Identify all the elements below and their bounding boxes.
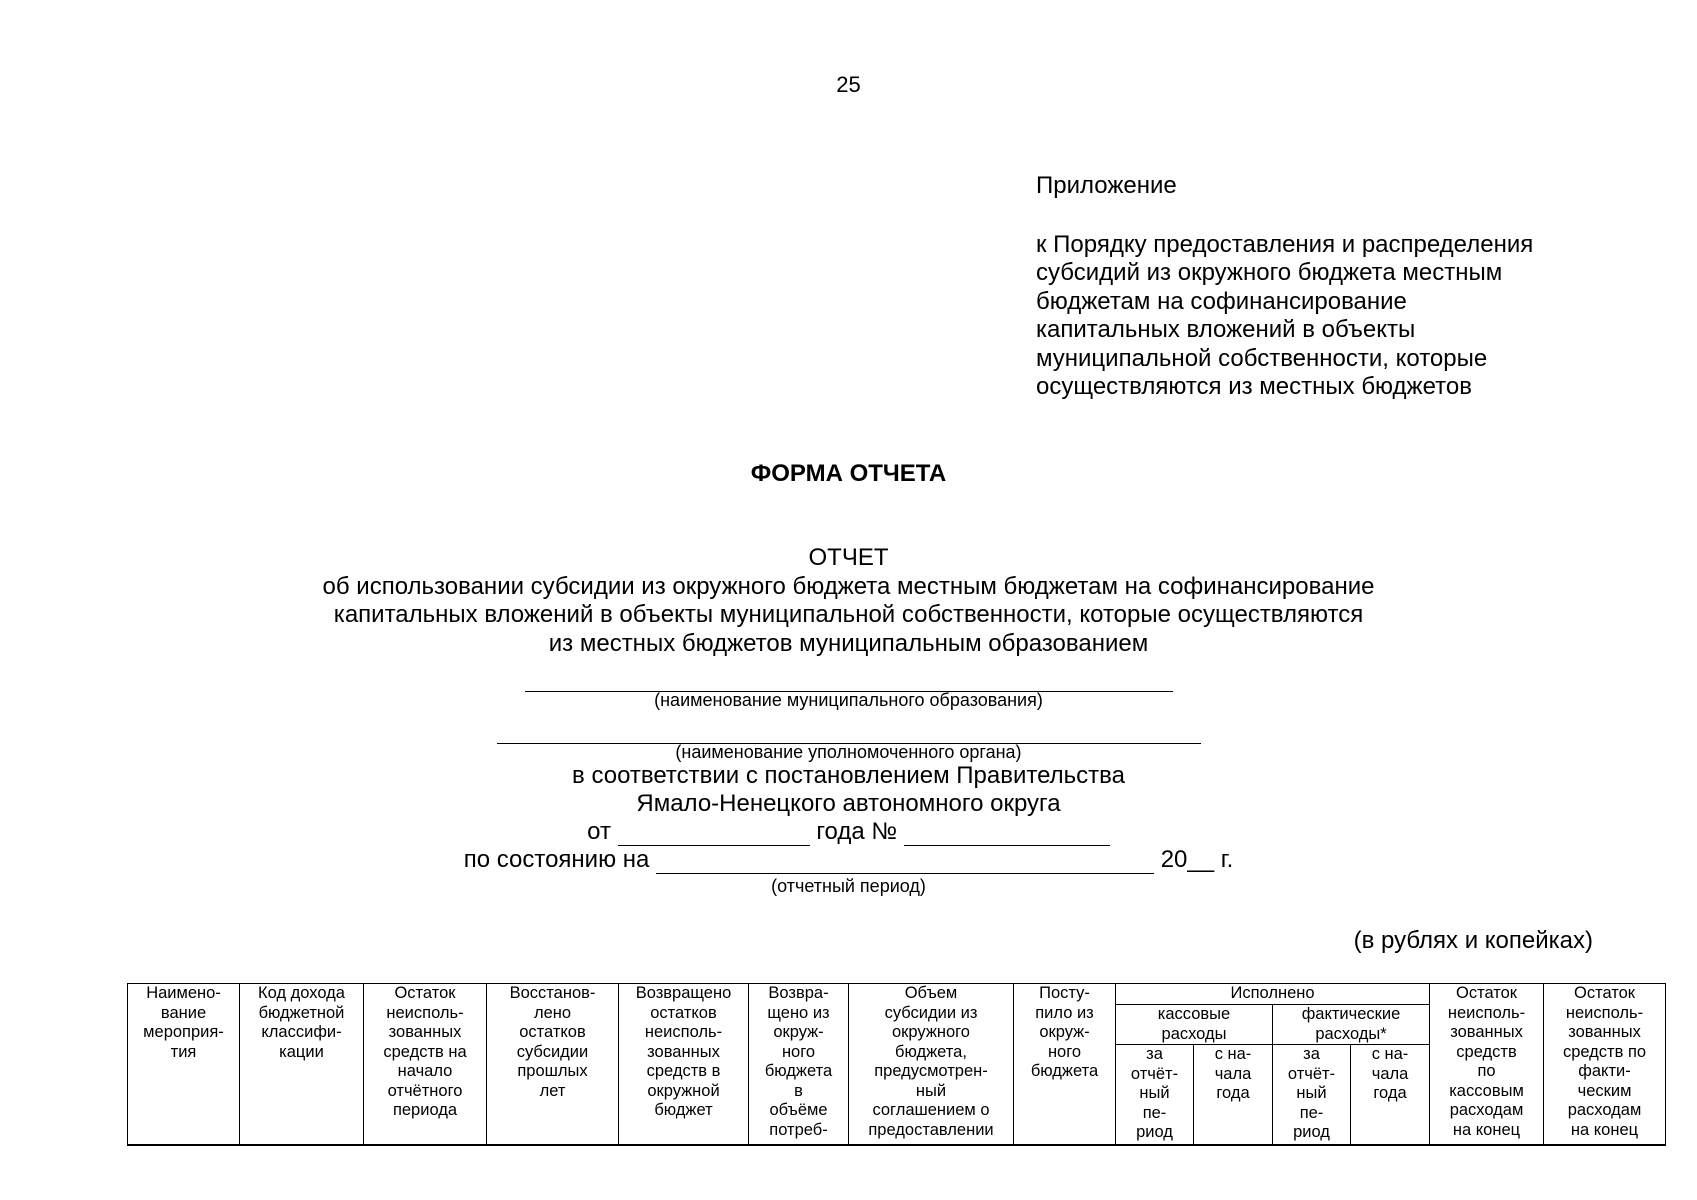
col-subsidy-volume: Объем субсидии из окружного бюджета, предусмотрен- ный соглашением о предоставлении [849, 984, 1014, 1146]
appendix-line: к Порядку предоставления и распределения [1036, 230, 1534, 258]
col-returned-from-budget: Возвра- щено из окруж- ного бюджета в объёме потреб- [749, 984, 849, 1146]
authority-blank[interactable] [0, 716, 1697, 744]
col-cash-expenses: кассовые расходы [1116, 1005, 1273, 1045]
period-blank[interactable] [656, 849, 1154, 874]
col-income-code: Код дохода бюджетной классифи- кации [240, 984, 364, 1146]
date-blank[interactable] [618, 821, 810, 846]
date-from-label: от [587, 818, 611, 845]
period-caption: (отчетный период) [771, 876, 926, 896]
report-table [127, 983, 1666, 1146]
page-number: 25 [836, 72, 861, 97]
year-label: 20__ г. [1160, 846, 1234, 873]
col-executed: Исполнено [1116, 984, 1430, 1005]
authority-underline[interactable] [497, 719, 1201, 744]
date-year-label: года № [816, 818, 898, 845]
col-activity-name: Наимено- вание мероприя- тия [128, 984, 240, 1146]
col-balance-actual: Остаток неисполь- зованных средств по факти- ческим расходам на конец [1544, 984, 1666, 1146]
as-of-label: по состоянию на [463, 846, 650, 873]
report-heading-block [0, 544, 1697, 658]
col-restored: Восстанов- лено остатков субсидии прошлых лет [487, 984, 619, 1146]
resolution-date-line [0, 818, 1697, 846]
col-balance-cash: Остаток неисполь- зованных средств по кассовым расходам на конец [1430, 984, 1544, 1146]
resolution-number-blank[interactable] [904, 821, 1110, 846]
form-title: ФОРМА ОТЧЕТА [750, 460, 947, 487]
col-actual-year: с на- чала года [1351, 1045, 1430, 1146]
report-heading: ОТЧЕТ [808, 544, 889, 571]
municipality-caption: (наименование муниципального образования) [654, 690, 1043, 710]
authority-caption: (наименование уполномоченного органа) [675, 742, 1022, 762]
col-opening-balance: Остаток неисполь- зованных средств на начало отчётного периода [364, 984, 487, 1146]
report-line: об использовании субсидии из окружного бюджета местным бюджетам на софинансирование [322, 572, 1375, 600]
appendix-line: субсидий из окружного бюджета местным [1036, 259, 1503, 286]
col-actual-expenses: фактические расходы* [1273, 1005, 1430, 1045]
col-actual-period: за отчёт- ный пе- риод [1273, 1045, 1351, 1146]
units-note: (в рублях и копейках) [1353, 927, 1593, 954]
appendix-block [1036, 172, 1636, 402]
report-line: капитальных вложений в объекты муниципальной собственности, которые осуществляются [333, 601, 1364, 628]
resolution-line-1: в соответствии с постановлением Правительства [572, 762, 1125, 789]
col-returned: Возвращено остатков неисполь- зованных средств в окружной бюджет [619, 984, 749, 1146]
col-cash-year: с на- чала года [1194, 1045, 1273, 1146]
appendix-line: капитальных вложений в объекты [1036, 316, 1416, 343]
resolution-line-2: Ямало-Ненецкого автономного округа [636, 790, 1061, 817]
col-cash-period: за отчёт- ный пе- риод [1116, 1045, 1194, 1146]
report-line: из местных бюджетов муниципальным образованием [548, 629, 1149, 657]
appendix-title: Приложение [1036, 172, 1177, 199]
col-received: Посту- пило из окруж- ного бюджета [1014, 984, 1116, 1146]
appendix-line: муниципальной собственности, которые [1036, 344, 1488, 372]
municipality-blank[interactable] [0, 664, 1697, 692]
municipality-underline[interactable] [525, 667, 1173, 692]
appendix-line: бюджетам на софинансирование [1036, 287, 1407, 315]
as-of-line [0, 846, 1697, 874]
appendix-line: осуществляются из местных бюджетов [1036, 373, 1472, 400]
